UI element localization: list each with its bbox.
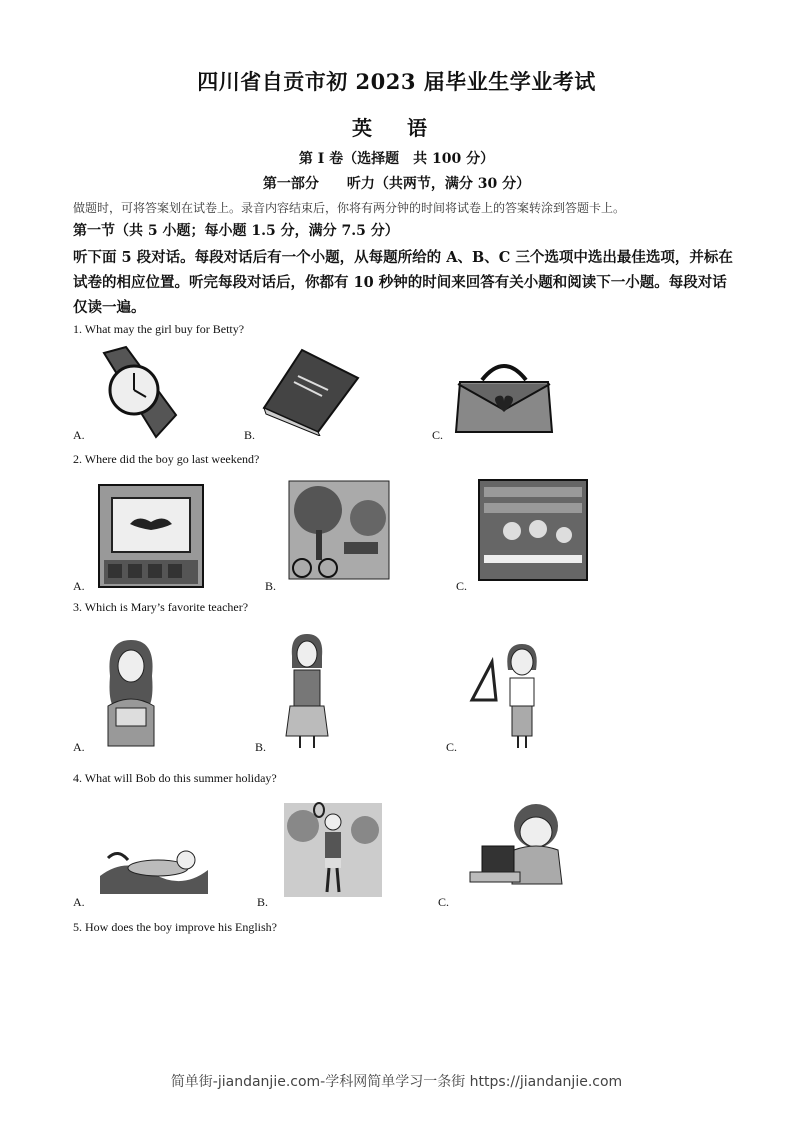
- q1-option-c[interactable]: C.: [432, 428, 444, 442]
- instructions-note: 做题时，可将答案划在试卷上。录音内容结束后，你将有两分钟的时间将试卷上的答案转涂到答题卡上。: [73, 201, 626, 215]
- volume-heading: 第 I 卷（选择题 共 100 分）: [298, 151, 495, 167]
- handbag-picture: [452, 352, 557, 437]
- question-5: 5. How does the boy improve his English?: [73, 920, 277, 934]
- q2-option-c[interactable]: C.: [456, 579, 468, 593]
- teacher-in-skirt-picture: [284, 632, 330, 750]
- question-3: 3. Which is Mary’s favorite teacher?: [73, 600, 249, 614]
- wristwatch-picture: [96, 345, 186, 440]
- exam-title: 四川省自贡市初 2023 届毕业生学业考试: [197, 69, 596, 94]
- q3-option-a[interactable]: A.: [73, 740, 85, 754]
- section-instructions: 听下面 5 段对话。每段对话后有一个小题，从每题所给的 A、B、C 三个选项中选出最佳选项，并标在试卷的相应位置。听完每段对话后，你都有 10 秒钟的时间来回答有关小题和阅读下一小题。每段对话仅读一遍。: [73, 249, 733, 316]
- q3-option-c[interactable]: C.: [446, 740, 458, 754]
- playing-badminton-picture: [283, 802, 383, 898]
- library-picture: [478, 479, 588, 581]
- q2-option-a[interactable]: A.: [73, 579, 85, 593]
- subject-title: 英 语: [352, 116, 441, 140]
- q4-option-a[interactable]: A.: [73, 895, 85, 909]
- q3-option-b[interactable]: B.: [255, 740, 267, 754]
- section-heading: 第一节（共 5 小题；每小题 1.5 分，满分 7.5 分）: [73, 223, 399, 239]
- question-1: 1. What may the girl buy for Betty?: [73, 322, 245, 336]
- question-4: 4. What will Bob do this summer holiday?: [73, 771, 277, 785]
- teacher-with-ruler-picture: [462, 640, 554, 750]
- q4-option-c[interactable]: C.: [438, 895, 450, 909]
- q1-option-a[interactable]: A.: [73, 428, 85, 442]
- part-heading: 第一部分 听力（共两节，满分 30 分）: [262, 176, 531, 192]
- q4-option-b[interactable]: B.: [257, 895, 269, 909]
- using-computer-picture: [466, 798, 570, 890]
- teacher-with-books-picture: [100, 636, 162, 748]
- footer-watermark[interactable]: 简单街-jiandanjie.com-学科网简单学习一条街 https://jiandanjie.com: [170, 1074, 623, 1090]
- question-2: 2. Where did the boy go last weekend?: [73, 452, 260, 466]
- swimming-picture: [98, 846, 210, 896]
- book-picture: [262, 348, 362, 436]
- park-picture: [288, 480, 390, 580]
- q2-option-b[interactable]: B.: [265, 579, 277, 593]
- cinema-picture: [98, 484, 204, 588]
- q1-option-b[interactable]: B.: [244, 428, 256, 442]
